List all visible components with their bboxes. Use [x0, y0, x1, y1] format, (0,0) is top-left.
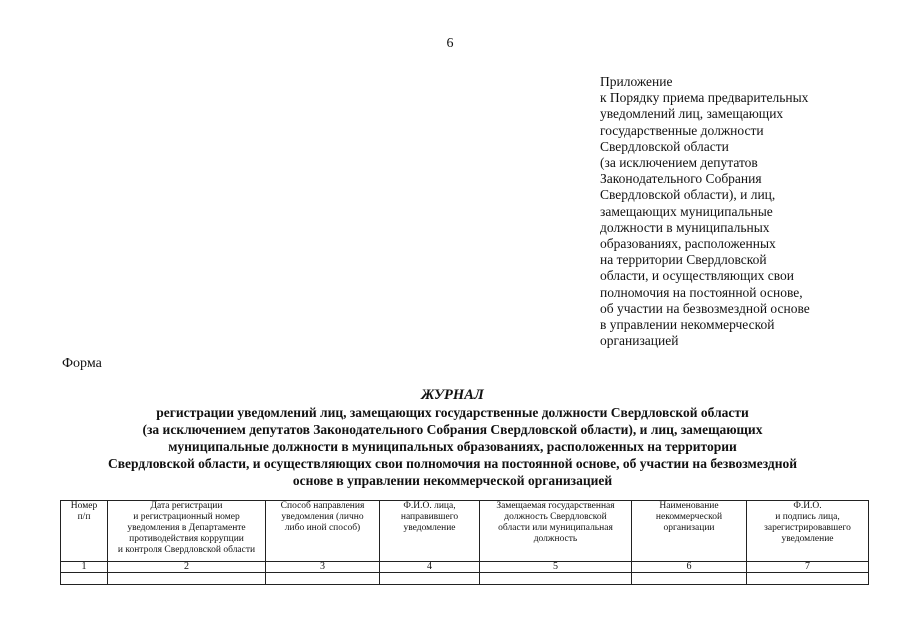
appendix-line: государственные должности — [600, 122, 764, 138]
subtitle-line: муниципальные должности в муниципальных образованиях, расположенных на территории — [168, 439, 737, 454]
header-cell-sender-name: Ф.И.О. лица, направившего уведомление — [380, 501, 480, 562]
subtitle-line: регистрации уведомлений лиц, замещающих государственные должности Свердловской области — [156, 405, 749, 420]
appendix-line: (за исключением депутатов — [600, 155, 758, 171]
subtitle-line: основе в управлении некоммерческой организацией — [292, 473, 613, 488]
column-number-row — [61, 562, 869, 573]
table-cell — [108, 573, 266, 585]
table-cell — [266, 573, 380, 585]
subtitle-line: Свердловской области, и осуществляющих свои полномочия на постоянной основе, об участии на безвозмездной — [107, 456, 798, 471]
appendix-line: об участии на безвозмездной основе — [600, 300, 810, 316]
appendix-line: Приложение — [600, 74, 673, 89]
table-header-row — [61, 501, 869, 562]
journal-title: ЖУРНАЛ — [421, 387, 484, 403]
form-label: Форма — [62, 356, 102, 371]
header-cell-organization: Наименование некоммерческой организации — [632, 501, 747, 562]
appendix-line: в управлении некоммерческой — [600, 317, 775, 333]
table-cell — [61, 573, 108, 585]
page-number: 6 — [446, 36, 454, 51]
appendix-line: полномочия на постоянной основе, — [600, 284, 803, 300]
appendix-line: должности в муниципальных — [600, 219, 770, 235]
column-number-cell: 7 — [747, 562, 869, 573]
column-number-cell: 3 — [266, 562, 380, 573]
empty-entry-row — [61, 573, 869, 585]
appendix-line: области, и осуществляющих свои — [600, 268, 794, 284]
header-cell-position: Замещаемая государственная должность Свердловской области или муниципальная должность — [480, 501, 632, 562]
appendix-line: замещающих муниципальные — [600, 203, 773, 219]
table-cell — [380, 573, 480, 585]
appendix-line: к Порядку приема предварительных — [600, 90, 809, 106]
column-number-cell: 1 — [61, 562, 108, 573]
header-cell-delivery-method: Способ направления уведомления (лично либо иной способ) — [266, 501, 380, 562]
column-number-cell: 5 — [480, 562, 632, 573]
column-number-cell: 6 — [632, 562, 747, 573]
appendix-line: организацией — [600, 333, 679, 349]
table-cell — [480, 573, 632, 585]
journal-heading — [40, 386, 865, 489]
appendix-line: Свердловской области), и лиц, — [600, 187, 776, 203]
journal-subtitle — [40, 404, 865, 489]
table-cell — [632, 573, 747, 585]
table-cell — [747, 573, 869, 585]
header-cell-registration-date: Дата регистрации и регистрационный номер уведомления в Департаменте противодействия коррупции и контроля Свердловской области — [108, 501, 266, 562]
appendix-line: на территории Свердловской — [600, 252, 767, 268]
appendix-line: Законодательного Собрания — [600, 171, 762, 187]
column-number-cell: 2 — [108, 562, 266, 573]
appendix-line: Свердловской области — [600, 138, 729, 154]
appendix-line: уведомлений лиц, замещающих — [600, 106, 784, 122]
appendix-line: образованиях, расположенных — [600, 236, 776, 252]
appendix-note — [600, 74, 850, 349]
column-number-cell: 4 — [380, 562, 480, 573]
header-cell-registrar: Ф.И.О. и подпись лица, зарегистрировавшего уведомление — [747, 501, 869, 562]
journal-table — [60, 500, 869, 585]
header-cell-number: Номер п/п — [61, 501, 108, 562]
subtitle-line: (за исключением депутатов Законодательного Собрания Свердловской области), и лиц, замещающих — [142, 422, 763, 437]
